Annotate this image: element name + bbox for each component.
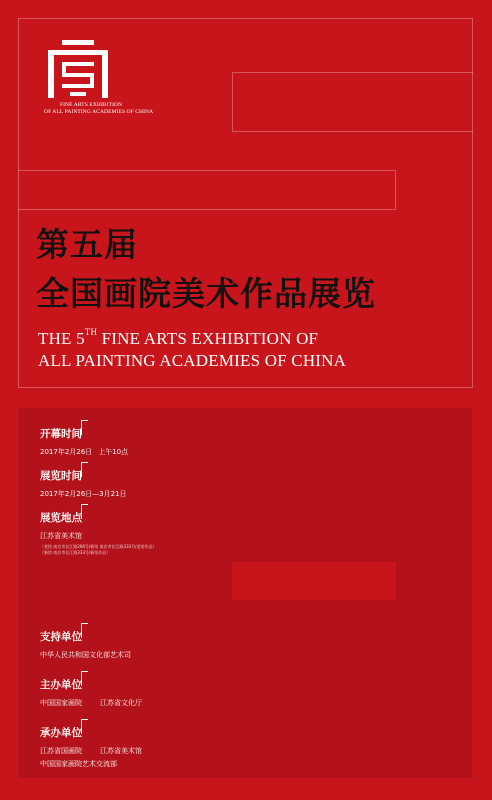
support-label: 支持单位 [40, 631, 82, 643]
organizer-org3: 中国国家画院艺术交流部 [40, 760, 117, 768]
host-org2: 江苏省文化厅 [100, 699, 142, 707]
logo-line1: FINE ARTS EXHIBITION [60, 102, 123, 108]
organizer-section [40, 721, 142, 769]
frame-line-upper [232, 72, 473, 132]
host-label: 主办单位 [40, 679, 82, 691]
title-en-line1-post: FINE ARTS EXHIBITION OF [97, 329, 319, 348]
support-section [40, 625, 131, 660]
host-org1: 中国国家画院 [40, 699, 82, 707]
opening-time: 上午10点 [98, 448, 129, 456]
logo-text [44, 102, 154, 115]
organizer-label: 承办单位 [40, 727, 82, 739]
frame-line-middle [18, 170, 396, 210]
info-block-right [232, 500, 472, 562]
logo-line2: OF ALL PAINTING ACADEMIES OF CHINA [44, 108, 154, 115]
info-block-side [396, 562, 472, 600]
organizer-org2: 江苏省美术馆 [100, 747, 142, 755]
host-orgs [40, 698, 142, 708]
title-en-line1 [38, 329, 318, 349]
title-en-line2: ALL PAINTING ACADEMIES OF CHINA [38, 351, 347, 370]
organizer-orgs [40, 746, 142, 756]
duration-value: 2017年2月26日—3月21日 [40, 490, 127, 498]
venue-section [40, 506, 157, 556]
title-cn-line2: 全国画院美术作品展览 [36, 274, 376, 313]
title-cn-line1: 第五届 [36, 225, 138, 264]
venue-label: 展览地点 [40, 512, 82, 524]
title-en-sup: TH [84, 327, 98, 337]
venue-note2: （新馆 南京市长江路333号/新馆作品） [40, 550, 111, 555]
support-org: 中华人民共和国文化部艺术司 [40, 651, 131, 659]
logo-mark-icon [48, 40, 108, 98]
venue-name: 江苏省美术馆 [40, 532, 82, 540]
title-en-line1-pre: THE 5 [38, 329, 85, 348]
organizer-org1: 江苏省国画院 [40, 747, 82, 755]
opening-label: 开幕时间 [40, 428, 82, 440]
duration-section [40, 464, 127, 499]
opening-value [40, 447, 128, 457]
opening-date: 2017年2月26日 [40, 448, 93, 456]
opening-section [40, 422, 128, 457]
host-section [40, 673, 142, 708]
venue-note1: （老馆 南京市长江路266号/新馆 南京市长江路333号/老馆作品） [40, 544, 157, 549]
duration-label: 展览时间 [40, 470, 82, 482]
exhibition-logo [44, 40, 154, 115]
